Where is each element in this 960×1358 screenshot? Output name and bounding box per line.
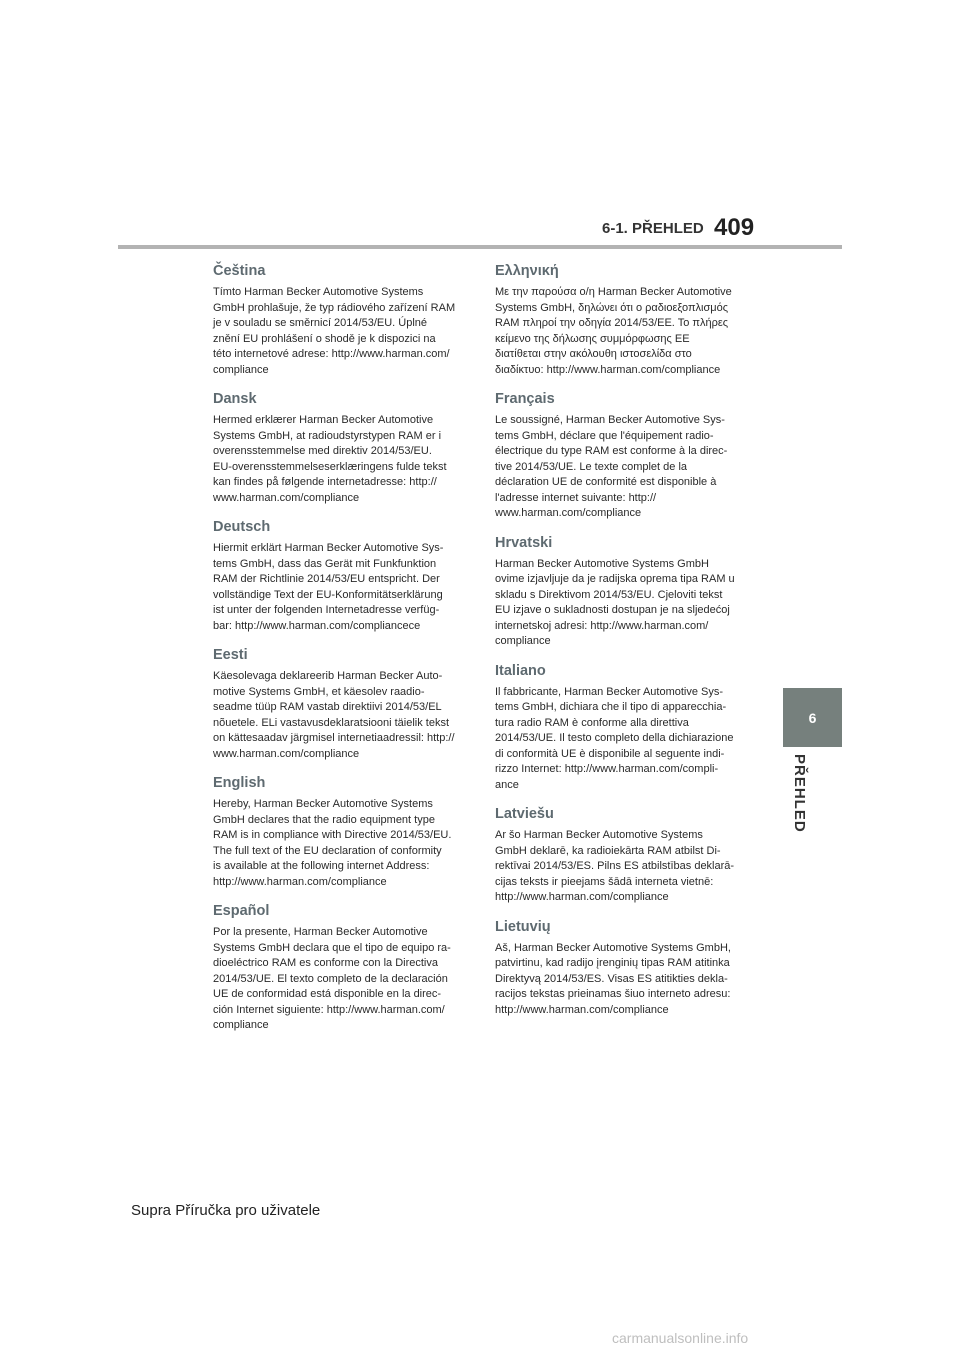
lang-text: Le soussigné, Harman Becker Automotive Sys- tems GmbH, déclare que l'équipement radio- électrique du type RAM est conforme à la direc- tive 2014/53/UE. Le texte complet de la déclaration UE de conformité est disponible à l'adresse internet suivante: http:// www.harman.com/compliance	[495, 414, 728, 519]
lang-heading: Lietuvių	[495, 918, 551, 935]
header-rule	[118, 245, 842, 249]
footer-manual-title: Supra Příručka pro uživatele	[131, 1202, 321, 1219]
lang-heading: Dansk	[213, 391, 257, 407]
lang-heading: Latviešu	[495, 806, 554, 822]
lang-heading: English	[213, 775, 266, 791]
chapter-label: PŘEHLED	[791, 754, 808, 833]
page-number: 409	[714, 214, 755, 241]
lang-block-cestina	[213, 262, 465, 378]
lang-text: Käesolevaga deklareerib Harman Becker Auto- motive Systems GmbH, et käesolev raadio- seadme tüüp RAM vastab direktiivi 2014/53/EL nõuetele. ELi vastavusdeklaratsiooni täielik tekst on kättesaadav järgmisel internetiaadressil: http:// www.harman.com/compliance	[213, 670, 455, 760]
lang-block-eesti	[213, 646, 465, 762]
lang-text: Harman Becker Automotive Systems GmbH ovime izjavljuje da je radijska oprema tipa RAM u skladu s Direktivom 2014/53/EU. Cjeloviti tekst EU izjave o sukladnosti dostupan je na sljedećoj internetskoj adresi: http://www.harman.com/ compliance	[495, 557, 735, 647]
chapter-number: 6	[808, 710, 817, 726]
lang-text: Hermed erklærer Harman Becker Automotive Systems GmbH, at radioudstyrstypen RAM er i overensstemmelse med direktiv 2014/53/EU. EU-overensstemmelseserklæringens fulde tekst kan findes på følgende internetadresse: http:// www.harman.com/compliance	[213, 414, 447, 504]
lang-heading: Deutsch	[213, 519, 271, 535]
lang-text: Aš, Harman Becker Automotive Systems GmbH, patvirtinu, kad radijo įrenginių tipas RAM atitinka Direktyvą 2014/53/ES. Visas ES atitikties dekla- racijos tekstas prieinamas šiuo interneto adresu: http://www.harman.com/compliance	[495, 941, 731, 1016]
lang-heading: Ελληνική	[495, 263, 559, 279]
lang-block-francais	[495, 390, 747, 522]
lang-block-espanol	[213, 902, 465, 1034]
lang-text: Ar šo Harman Becker Automotive Systems GmbH deklarē, ka radioiekārta RAM atbilst Di- rektīvai 2014/53/ES. Pilns ES atbilstības deklarā- cijas teksts ir pieejams šādā interneta vietnē: http://www.harman.com/compliance	[495, 829, 735, 903]
section-title: 6-1. PŘEHLED	[602, 220, 704, 237]
lang-heading: Français	[495, 391, 555, 407]
right-column	[495, 262, 747, 1030]
lang-block-latviesu	[495, 805, 747, 906]
chapter-tab	[783, 688, 842, 747]
lang-block-english	[213, 774, 465, 890]
lang-text: Por la presente, Harman Becker Automotive Systems GmbH declara que el tipo de equipo ra- dioeléctrico RAM es conforme con la Directiva 2014/53/UE. El texto completo de la declaración UE de conformidad está disponible en la direc- ción Internet siguiente: http://www.harman.com/ compliance	[213, 926, 451, 1031]
lang-text: Il fabbricante, Harman Becker Automotive Sys- tems GmbH, dichiara che il tipo di apparecchia- tura radio RAM è conforme alla direttiva 2014/53/UE. Il testo completo della dichiarazione di conformità UE è disponibile al seguente indi- rizzo Internet: http://www.harman.com/compli- ance	[495, 685, 734, 791]
lang-text: Με την παρούσα ο/η Harman Becker Automotive Systems GmbH, δηλώνει ότι ο ραδιοεξοπλισμός RAM πληροί την οδηγία 2014/53/ΕΕ. Το πλήρες κείμενο της δήλωσης συμμόρφωσης ΕΕ διατίθεται στην ακόλουθη ιστοσελίδα στο διαδίκτυο: http://www.harman.com/compliance	[495, 286, 732, 376]
lang-text: Tímto Harman Becker Automotive Systems GmbH prohlašuje, že typ rádiového zařízení RAM je v souladu se směrnicí 2014/53/EU. Úplné znění EU prohlášení o shodě je k dispozici na této internetové adrese: http://www.harman.com/ compliance	[213, 286, 456, 376]
lang-block-hrvatski	[495, 534, 747, 650]
lang-block-deutsch	[213, 518, 465, 634]
lang-block-dansk	[213, 390, 465, 506]
watermark: carmanualsonline.info	[612, 1330, 749, 1346]
lang-heading: Eesti	[213, 647, 248, 663]
lang-block-italiano	[495, 662, 747, 794]
page-header	[0, 210, 960, 250]
lang-heading: Italiano	[495, 662, 546, 679]
left-column	[213, 262, 465, 1046]
lang-heading: Español	[213, 903, 270, 919]
lang-text: Hereby, Harman Becker Automotive Systems GmbH declares that the radio equipment type RAM is in compliance with Directive 2014/53/EU. The full text of the EU declaration of conformity is available at the following internet Address: http://www.harman.com/compliance	[213, 798, 452, 888]
lang-heading: Hrvatski	[495, 534, 553, 551]
lang-block-lietuviu	[495, 918, 747, 1019]
lang-heading: Čeština	[213, 263, 266, 279]
lang-block-ellinika	[495, 262, 747, 378]
lang-text: Hiermit erklärt Harman Becker Automotive Sys- tems GmbH, dass das Gerät mit Funkfunktion RAM der Richtlinie 2014/53/EU entspricht. Der vollständige Text der EU-Konformitätserklärung ist unter der folgenden Internetadresse verfüg- bar: http://www.harman.com/compliancece	[213, 542, 444, 632]
